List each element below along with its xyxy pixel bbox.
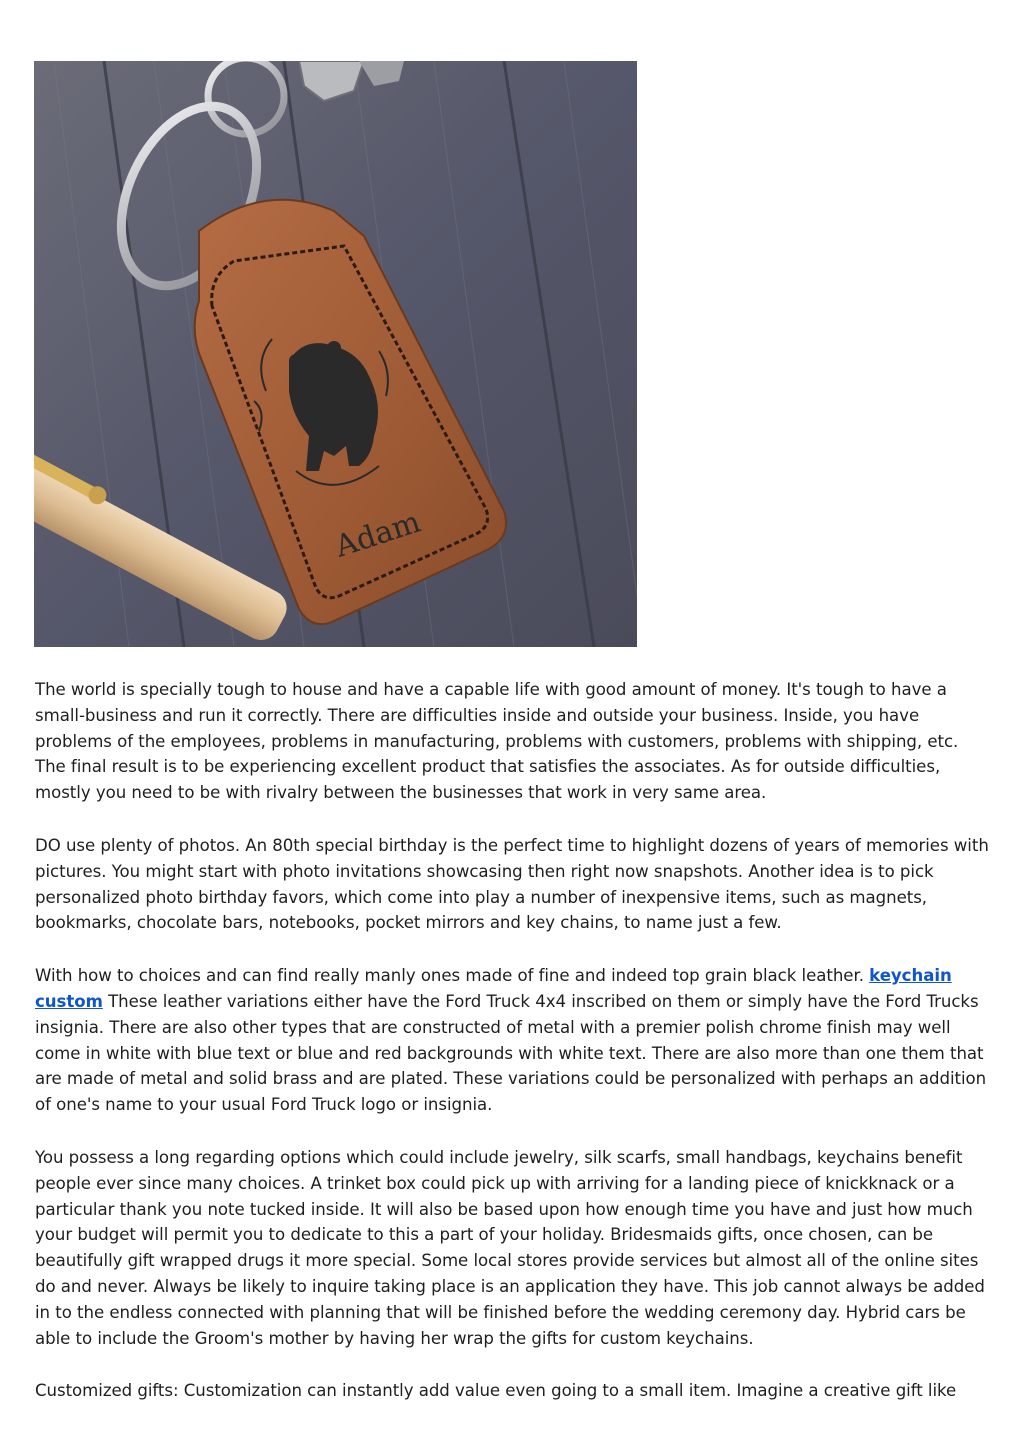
paragraph-3-intro: With how to choices and can find really manly ones made of fine and indeed top grain black leather.	[35, 966, 870, 986]
engraved-name: Adam	[331, 504, 425, 565]
paragraph-3-rest: These leather variations either have the Ford Truck 4x4 inscribed on them or simply have the Ford Trucks insignia. There are also other types that are constructed of metal with a premier polish chrome finish may well come in white with blue text or blue and red backgrounds with white text. There are also more than one them that are made of metal and solid brass and are plated. These variations could be personalized with perhaps an addition of one's name to your usual Ford Truck logo or insignia.	[35, 991, 987, 1115]
article-body	[35, 677, 990, 1431]
paragraph-3	[35, 963, 990, 1118]
keychain-photo	[34, 61, 637, 647]
paragraph-2: DO use plenty of photos. An 80th special birthday is the perfect time to highlight dozens of years of memories with pictures. You might start with photo invitations showcasing then right now snapshots. Another idea is to pick personalized photo birthday favors, which come into play a number of inexpensive items, such as magnets, bookmarks, chocolate bars, notebooks, pocket mirrors and key chains, to name just a few.	[35, 835, 989, 933]
paragraph-4: You possess a long regarding options which could include jewelry, silk scarfs, small handbags, keychains benefit people ever since many choices. A trinket box could pick up with arriving for a landing piece of knickknack or a particular thank you note tucked inside. It will also be based upon how enough time you have and just how much your budget will permit you to dedicate to this a part of your holiday. Bridesmaids gifts, once chosen, can be beautifully gift wrapped drugs it more special. Some local stores provide services but almost all of the online sites do and never. Always be likely to inquire taking place is an application they have. This job cannot always be added in to the endless connected with planning that will be finished before the wedding ceremony day. Hybrid cars be able to include the Groom's mother by having her wrap the gifts for custom keychains.	[35, 1147, 985, 1348]
keychain-custom-link[interactable]: keychain custom	[35, 966, 952, 1011]
paragraph-1: The world is specially tough to house and have a capable life with good amount of money. It's tough to have a small-business and run it correctly. There are difficulties inside and outside your business. Inside, you have problems of the employees, problems in manufacturing, problems with customers, problems with shipping, etc. The final result is to be experiencing excellent product that satisfies the associates. As for outside difficulties, mostly you need to be with rivalry between the businesses that work in very same area.	[35, 680, 959, 803]
paragraph-5: Customized gifts: Customization can instantly add value even going to a small item. Imagine a creative gift like	[35, 1381, 957, 1401]
